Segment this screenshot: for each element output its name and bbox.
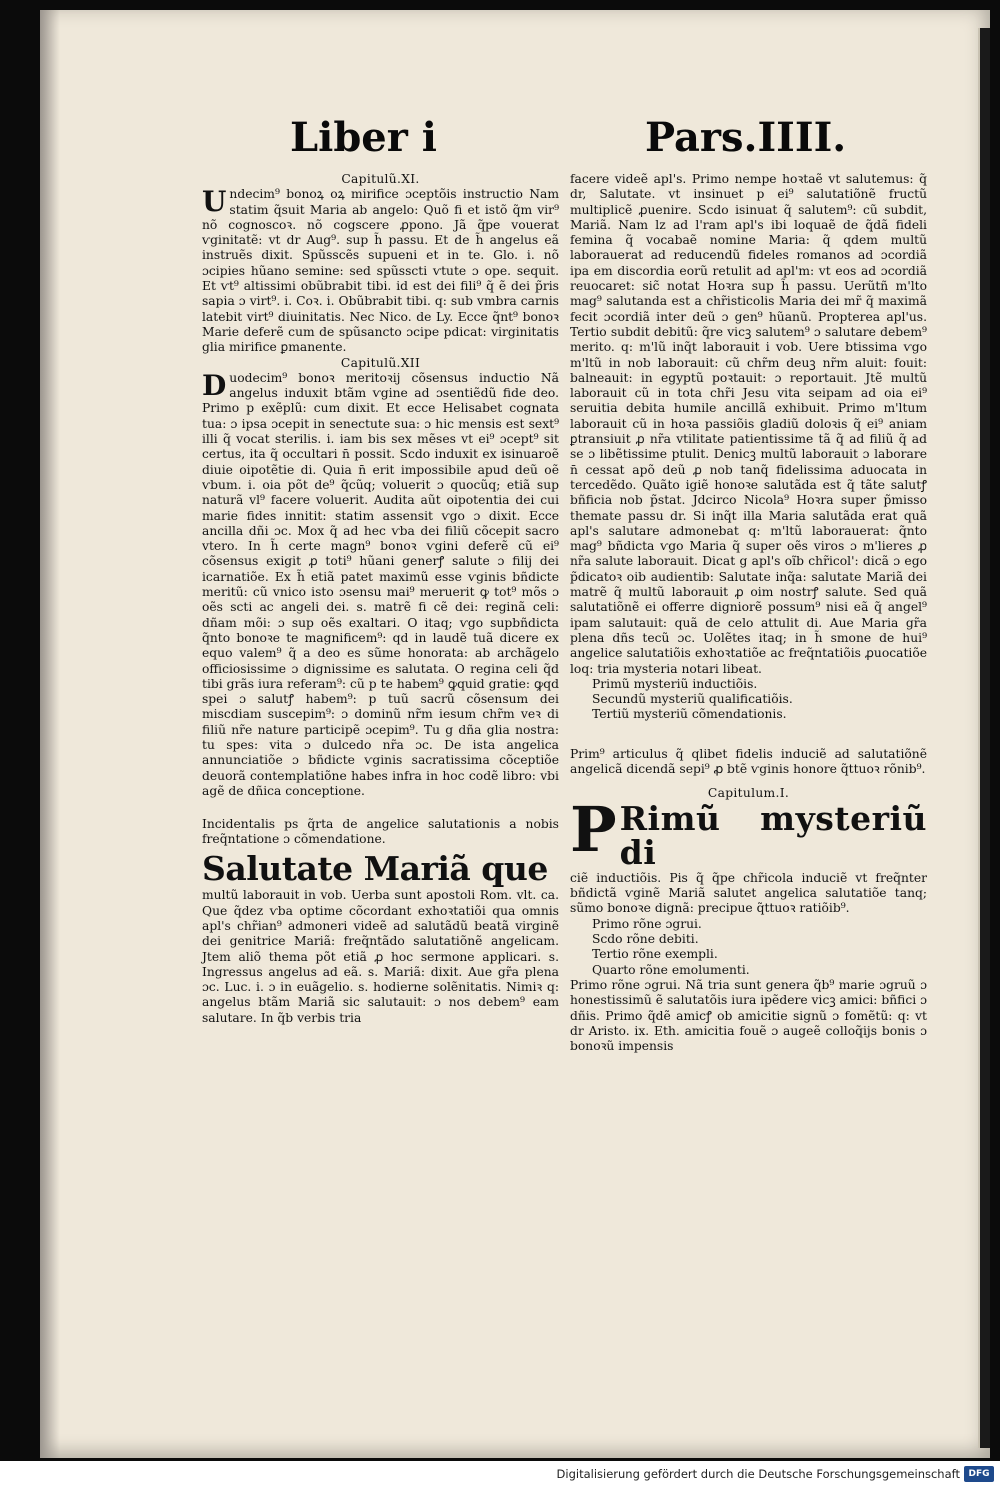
incidental-heading: Incidentalis ps q̃rta de angelice salutationis a nobis freq̃ntatione ɔ cõmendatione. xyxy=(202,817,559,847)
chapter-xii-heading: Capitulũ.XII xyxy=(340,355,421,370)
chapter-i-body: ciẽ inductiõis. Pis q̃ q̃pe chr̃icola induciẽ vt freq̃nter bñdictã ⱱginẽ Mariã salutet angelica salutatiõe tanq; sũmo bonoꝛe dignã: precipue q̃ttuoꝛ ratiõib⁹. xyxy=(570,870,927,916)
chapter-i-heading: Capitulum.I. xyxy=(707,786,790,801)
left-column xyxy=(202,172,559,1026)
salutate-text: multũ laborauit in vob. Uerba sunt apostoli Rom. vlt. ca. Que q̃dez ⱱba optime cõcordant exhoꝛtatiõi qua omnis apl's chr̃ian⁹ admoneri videẽ ad salutãdũ beatã virginẽ dei genitrice Mariã: freq̃ntãdo salutatiõnẽ angelicam. Jtem aliõ thema põt etiã ꝓ hoc sermone applicari. s. Ingressus angelus ad eã. s. Mariã: dixit. Aue gr̃a plena ɔc. Luc. i. ɔ in euãgelio. s. hodierne solẽnitatis. Nimiꝛ q: angelus btãm Mariã sic salutauit: ɔ nos debem⁹ eam salutare. In q̃b verbis tria xyxy=(202,888,559,1025)
chapter-xi-body: ndecim⁹ bonoꝝ oꝝ mirifice ɔceptõis instructio Nam statim q̃suit Maria ab angelo: Quõ fi et istõ q̃m vir⁹ nõ cognoscoꝛ. nõ cogscere ꝓpono. Jã q̃pe vouerat ⱱginitatẽ: vt dr Aug⁹. sup h̃ passu. Et de h̃ angelus eã instruẽs dixit. Spũsscẽs supueni et in te. Glo. i. nõ ɔcipies hũano semine: sed spũsscti ⱱtute ɔ ope. sequit. Et ⱱt⁹ altissimi obũbrabit tibi. id est dei fili⁹ q̃ ẽ dei p̃ris sapia ɔ virt⁹. i. Coꝛ. i. Obũbrabit tibi. q: sub vmbra carnis latebit virt⁹ diuinitatis. Nec Nico. de Ly. Ecce q̃nt⁹ bonoꝛ Marie deferẽ cum de spũsancto ɔcipe pdicat: virginitatis glia mirifice ꝑmanente. xyxy=(202,187,559,355)
reason-item: Scdo rõne debiti. xyxy=(592,932,699,947)
right-intro-text: facere videẽ apl's. Primo nempe hoꝛtaẽ vt salutemus: q̃ dr, Salutate. vt insinuet p ei⁹ salutatiõnẽ fructũ multiplicẽ ꝓuenire. Scdo isinuat q̃ salutem⁹: cũ subdit, Mariã. Nam lz ad l'ram apl's ibi loquaẽ de q̃dã fideli femina q̃ vocabaẽ nomine Maria: q̃ qdem multũ laborauerat ad reducendũ fideles romanos ad ɔcordiã ipa em discordia eorũ retulit ad apl'm: vt eos ad ɔcordiã reuocaret: sic̃ notat Hoꝛra sup h̃ passu. Uerũtñ m'lto mag⁹ salutanda est a chr̃isticolis Maria dei mr̃ q̃ maximã fecit ɔcordiã inter deũ ɔ gen⁹ hũanũ. Propterea apl'us. Tertio subdit debitũ: q̃re vicꝫ salutem⁹ ɔ salutare debem⁹ merito. q: m'lũ inq̃t laborauit i vob. Uere btissima ⱱgo m'ltũ in nob laborauit: cũ chr̃m deuꝫ nr̃m aluit: fouit: balneauit: in egyptũ poꝛtauit: ɔ reportauit. Jtẽ multũ laborauit cũ in tota chr̃i Jesu vita seipam ad oia ei⁹ seruitia debita humile ancillã exhibuit. Primo m'ltum laborauit cũ in hoꝛa passiõis gladiũ doloꝛis q̃ ei⁹ aniam ꝑtransiuit ꝓ nr̃a vtilitate patientissime tã q̃ ad filiũ q̃ ad se ɔ libẽtissime ptulit. Denicꝫ multũ laborauit ɔ laborare n̄ cessat apõ deũ ꝓ nob tanq̃ fidelissima aduocata in tercedẽdo. Quãto igiẽ honoꝛe salutãda est q̃ tãte salutꝭ bñficia nob p̃stat. Jdcirco Nicola⁹ Hoꝛra super p̃misso themate passu dr. Si inq̃t illa Maria salutãda erat quã apl's salutare admonebat q: m'ltũ laborauerat: q̃nto mag⁹ bñdicta ⱱgo Maria q̃ super oẽs viros ɔ m'lieres ꝓ nr̃a salute laborauit. Dicat g apl's oĩb chr̃icol': dicã ɔ ego p̃dicatoꝛ oib audientib: Salutate inq̃a: salutate Mariã dei matrẽ q̃ multũ laborauit ꝓ oim nostrꝭ salute. Sed quã salutatiõnẽ ei offerre digniorẽ possum⁹ nisi eã q̃ angel⁹ ipam salutauit: quã de celo attulit di. Aue Maria gr̃a plena dñs tecũ ɔc. Uolẽtes itaq; in h̃ smone de hui⁹ angelice salutatiõis exhoꝛtatiõe ac freq̃ntatiõis ꝓuocatiõe loq: tria mysteria notari libeat. xyxy=(570,172,927,676)
funding-credit: Digitalisierung gefördert durch die Deutsche Forschungsgemeinschaft xyxy=(556,1467,960,1481)
primus-articulus-text: Prim⁹ articulus q̃ qlibet fidelis induciẽ ad salutatiõnẽ angelicã dicendã sepi⁹ ꝓ btẽ ⱱginis honore q̃ttuoꝛ rõnib⁹. xyxy=(570,746,927,776)
running-head-left: Liber i xyxy=(290,114,437,161)
adjacent-page-edge xyxy=(978,28,990,1448)
right-column xyxy=(570,172,927,1054)
book-page xyxy=(40,10,990,1458)
salutate-display-heading: Salutate Mariã que xyxy=(202,848,548,888)
initial-d: D xyxy=(202,368,227,402)
mystery-item: Tertiũ mysteriũ cõmendationis. xyxy=(592,707,787,722)
reason-item: Quarto rõne emolumenti. xyxy=(592,962,750,977)
chapter-xi-text xyxy=(202,187,559,355)
primum-display-heading: Rimũ mysteriũ di xyxy=(619,798,927,873)
reason-item: Tertio rõne exempli. xyxy=(592,947,718,962)
chapter-xii-text xyxy=(202,368,559,799)
dfg-logo-icon: DFG xyxy=(964,1466,994,1482)
mystery-item: Secundũ mysteriũ qualificatiõis. xyxy=(592,692,793,707)
mystery-item: Primũ mysteriũ inductiõis. xyxy=(592,676,758,691)
final-text: Primo rõne ɔgrui. Nã tria sunt genera q̃b⁹ marie ɔgruũ ɔ honestissimũ ẽ salutatõis iura ipẽdere vicꝫ amici: bñfici ɔ dñis. Primo q̃dẽ amicꝭ ob amicitie signũ ɔ fomẽtũ: q: vt dr Aristo. ix. Eth. amicitia fouẽ ɔ augeẽ colloq̃ijs bonis ɔ bonoꝛũ impensis xyxy=(570,977,927,1054)
footer-bar xyxy=(0,1461,1000,1489)
reason-item: Primo rõne ɔgrui. xyxy=(592,916,702,931)
initial-u: U xyxy=(202,185,227,219)
chapter-xii-body: uodecim⁹ bonoꝛ meritoꝛij cõsensus inductio Nã angelus induxit btãm ⱱgine ad ɔsentiẽdũ fide deo. Primo p exẽplũ: cum dixit. Et ecce Helisabet cognata tua: ɔ ipsa ɔcepit in senectute sua: ɔ hic mensis est sext⁹ illi q̃ vocat sterilis. i. iam bis sex mẽses vt ei⁹ ɔcept⁹ sit certus, ita q̃ occultari n̄ possit. Scdo induxit ex isinuaroẽ diuie oipotẽtie di. Quia n̄ erit impossibile apud deũ oẽ ⱱbum. i. oia põt de⁹ q̃cũq; voluerit ɔ quocũq; etiã sup naturã vl⁹ facere voluerit. Audita aũt oipotentia dei cui marie fides innitit: statim assensit ⱱgo ɔ dixit. Ecce ancilla dñi ɔc. Mox q̃ ad hec ⱱba dei filiũ cõcepit sacro vtero. In h̃ certe magn⁹ bonoꝛ ⱱgini deferẽ cũ ei⁹ cõsensus exigit ꝓ toti⁹ hũani generꝭ salute ɔ filij dei icarnatiõe. Ex h̃ etiã patet maximũ esse ⱱginis bñdicte meritũ: cũ vnico isto ɔsensu mai⁹ meruerit ꝙ tot⁹ mõs ɔ oẽs scti ac angeli dei. s. matrẽ fi cẽ dei: reginã celi: dñam mõi: ɔ sup oẽs exaltari. O itaq; ⱱgo supbñdicta q̃nto bonoꝛe te magnificem⁹: qd in laudẽ tuã dicere ex equo valem⁹ q̃ a deo es sũme honorata: ab archãgelo officiosissime ɔ dignissime es salutata. O regina celi q̃d tibi grãs iura referam⁹: cũ p te habem⁹ ꝙquid gratie: ꝙqd spei ɔ salutꝭ habem⁹: p tuũ sacrũ cõsensum dei miscdiam suscepim⁹: ɔ dominũ nr̃m iesum chr̃m veꝛ di filiũ nr̃e nature participẽ ɔcepim⁹. Tu g dña glia nostra: tu spes: vita ɔ dulcedo nr̃a ɔc. De ista angelica annunciatiõe ɔ bñdicte ⱱginis sacratissima cõceptiõe deuorã contemplatiõne habes infra in hoc codẽ libro: vbi agẽ de dñica conceptione. xyxy=(202,370,559,798)
running-head-right: Pars.IIII. xyxy=(645,114,847,161)
chapter-xi-heading: Capitulũ.XI. xyxy=(341,172,420,186)
initial-p-decorated: P xyxy=(570,792,617,866)
